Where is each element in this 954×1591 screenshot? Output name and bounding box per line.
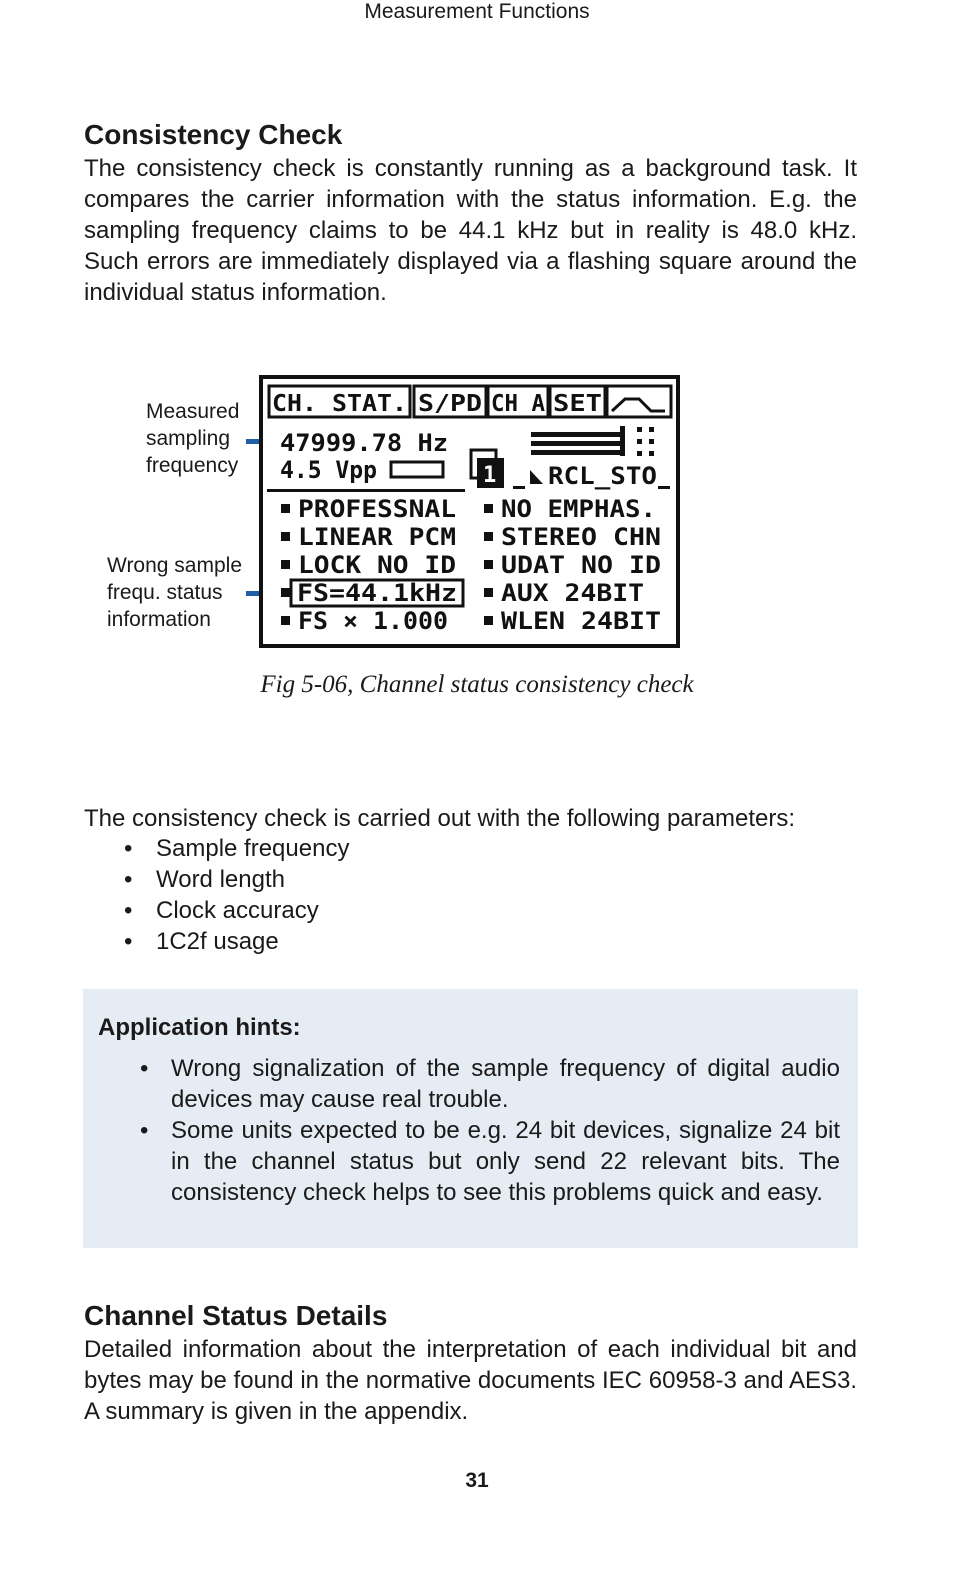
status-bullet (281, 616, 290, 625)
meter-dot (649, 427, 654, 432)
status-bullet (281, 532, 290, 541)
meter-dot (637, 427, 642, 432)
running-header: Measurement Functions (364, 0, 590, 23)
status-bullet (484, 532, 493, 541)
meter-bar (531, 441, 625, 446)
underscore (658, 486, 670, 489)
meter-bar (531, 450, 625, 455)
list-item: • Some units expected to be e.g. 24 bit devices, signalize 24 bit in the channel status but only send 22 relevant bits. The consistency check helps to see this problems quick and easy. (98, 1115, 840, 1208)
hints-list (98, 1053, 840, 1208)
callout-measured-frequency (146, 398, 239, 479)
parameters-intro: The consistency check is carried out with the following parameters: (84, 805, 795, 832)
section-heading-consistency: Consistency Check (84, 119, 343, 150)
signal-level: 4.5 Vpp (280, 456, 377, 484)
channel-status-paragraph: Detailed information about the interpretation of each individual bit and bytes may be found in the normative documents IEC 60958-3 and AES3. A summary is given in the appendix. (84, 1336, 857, 1425)
status-bullet (281, 504, 290, 513)
meter-dot (637, 439, 642, 444)
status-bullet (484, 560, 493, 569)
meter-tick (620, 426, 625, 456)
status-left: FS × 1.000 (298, 607, 448, 635)
page-number: 31 (465, 1469, 489, 1492)
list-item: • 1C2f usage (84, 926, 349, 957)
lcd-screenshot (240, 370, 690, 655)
status-bullet (484, 504, 493, 513)
channel-number: 1 (483, 463, 497, 488)
application-hints-box (83, 989, 858, 1248)
status-right: NO EMPHAS. (501, 495, 656, 523)
callout-line: information (107, 608, 211, 631)
callout-line: frequ. status (107, 581, 223, 604)
status-right: STEREO CHN (501, 523, 661, 551)
status-right: WLEN 24BIT (501, 607, 661, 635)
list-item: • Word length (84, 864, 349, 895)
callout-line: Wrong sample (107, 554, 243, 577)
measured-frequency: 47999.78 Hz (280, 429, 448, 457)
tab-spdif: S/PD (418, 391, 482, 417)
separator-line (267, 489, 465, 492)
callout-line: frequency (146, 454, 239, 477)
callout-line: Measured (146, 400, 240, 423)
figure-caption: Fig 5-06, Channel status consistency check (260, 671, 694, 698)
hints-title: Application hints: (98, 1014, 301, 1041)
status-bullet (281, 588, 290, 597)
status-bullet (281, 560, 290, 569)
recall-store: RCL_STO (548, 462, 657, 490)
status-left: LOCK NO ID (298, 551, 456, 579)
parameters-list (84, 833, 349, 957)
status-left: PROFESSNAL (298, 495, 456, 523)
meter-dot (637, 451, 642, 456)
callout-line: sampling (146, 427, 231, 450)
status-left-error: FS=44.1kHz (297, 579, 457, 607)
consistency-paragraph: The consistency check is constantly running as a background task. It compares the carrier information with the status information. E.g. the sampling frequency claims to be 44.1 kHz but in reality is 48.0 kHz. Such errors are immediately displayed via a flashing square around the individual status information. (84, 155, 857, 306)
status-right: AUX 24BIT (501, 579, 644, 607)
meter-bar (531, 432, 625, 437)
meter-dot (649, 439, 654, 444)
callout-wrong-status (107, 552, 242, 633)
status-left: LINEAR PCM (298, 523, 456, 551)
list-item: • Sample frequency (84, 833, 349, 864)
underscore (513, 486, 525, 489)
tab-ch-stat: CH. STAT. (272, 391, 407, 417)
list-item: • Wrong signalization of the sample frequency of digital audio devices may cause real trouble. (98, 1053, 840, 1115)
meter-dot (649, 451, 654, 456)
status-bullet (484, 588, 493, 597)
list-item: • Clock accuracy (84, 895, 349, 926)
tab-set: SET (553, 391, 602, 417)
section-heading-channel-status: Channel Status Details (84, 1300, 388, 1331)
tab-ch-a: CH A (491, 391, 546, 417)
status-right: UDAT NO ID (501, 551, 661, 579)
status-bullet (484, 616, 493, 625)
